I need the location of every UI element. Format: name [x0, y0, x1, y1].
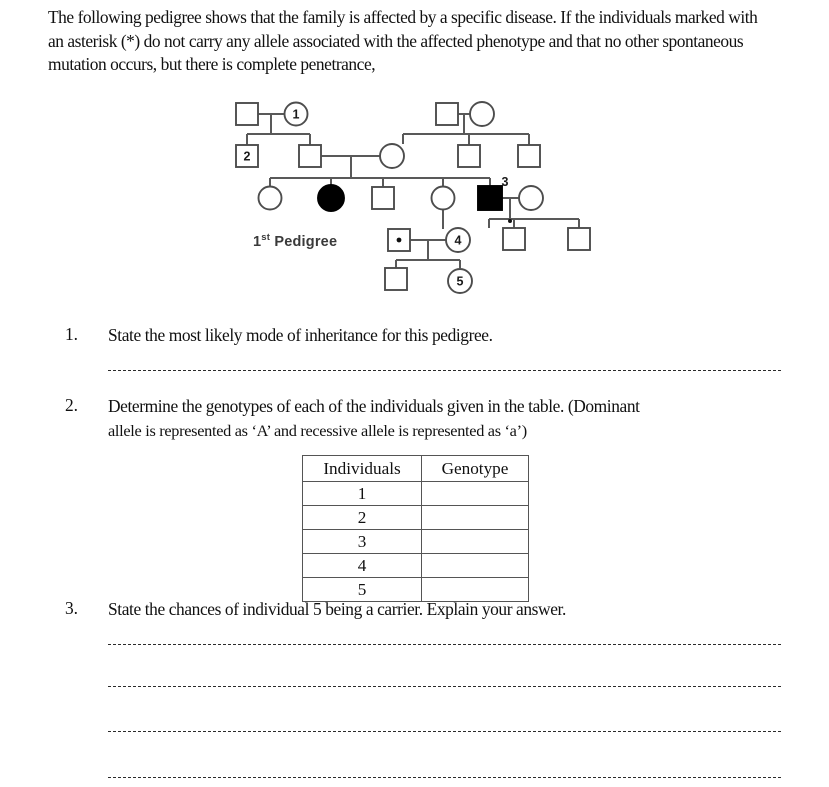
question-2-subtext: allele is represented as ‘A’ and recessive allele is represented as ‘a’): [108, 421, 527, 440]
answer-line-q3-3[interactable]: [108, 731, 781, 732]
table-cell-genotype[interactable]: [422, 482, 529, 506]
intro-paragraph: The following pedigree shows that the family is affected by a specific disease. If the individuals marked with an asterisk (*) do not carry any allele associated with the affected phenotype and that no other spontaneous mutation occurs, but there is complete penetrance,: [48, 7, 758, 74]
table-cell-genotype[interactable]: [422, 530, 529, 554]
question-1-number: 1.: [64, 324, 78, 344]
answer-line-q3-2[interactable]: [108, 686, 781, 687]
question-3-text: State the chances of individual 5 being a carrier. Explain your answer.: [108, 599, 566, 619]
symbol-male-affected-individual-3: [478, 186, 502, 210]
symbol-female-gen3-d: [432, 187, 455, 210]
answer-line-q1-1[interactable]: [108, 370, 781, 371]
table-cell-individual: 1: [303, 482, 422, 506]
symbol-male-gen1-left: [236, 103, 258, 125]
symbol-male-gen2-right-a: [458, 145, 480, 167]
table-cell-individual: 3: [303, 530, 422, 554]
symbol-female-affected-gen3: [318, 185, 344, 211]
table-row: [303, 482, 529, 506]
pedigree-caption-prefix: 1: [253, 233, 262, 250]
table-row: [303, 554, 529, 578]
answer-line-q3-1[interactable]: [108, 644, 781, 645]
question-2-text: Determine the genotypes of each of the individuals given in the table. (Dominant: [108, 396, 640, 416]
question-1-text: State the most likely mode of inheritance for this pedigree.: [108, 325, 493, 345]
table-cell-individual: 5: [303, 578, 422, 602]
pedigree-label-4: 4: [454, 233, 462, 248]
pedigree-diagram: [0, 0, 829, 310]
pedigree-label-5: 5: [456, 274, 464, 289]
table-header-genotype: Genotype: [422, 456, 529, 482]
table-header-individuals: Individuals: [303, 456, 422, 482]
symbol-female-gen3-spouse: [519, 186, 543, 210]
symbol-male-gen1-right: [436, 103, 458, 125]
table-cell-individual: 4: [303, 554, 422, 578]
pedigree-caption-ordinal-suffix: st: [261, 232, 271, 243]
pedigree-svg: [0, 0, 829, 310]
table-header-row: [303, 456, 529, 482]
table-row: [303, 506, 529, 530]
asterisk-marker-gen4-right: [508, 219, 512, 223]
pedigree-label-3: 3: [501, 175, 509, 189]
symbol-female-gen1-right: [470, 102, 494, 126]
table-row: [303, 530, 529, 554]
question-2-number: 2.: [64, 395, 78, 415]
table-cell-genotype[interactable]: [422, 506, 529, 530]
pedigree-label-1: 1: [292, 107, 300, 122]
table-cell-individual: 2: [303, 506, 422, 530]
symbol-female-gen2-center: [380, 144, 404, 168]
pedigree-caption-text: Pedigree: [270, 233, 338, 250]
symbol-female-gen3-a: [259, 187, 282, 210]
asterisk-marker-gen4-male: [397, 238, 402, 243]
table-cell-genotype[interactable]: [422, 554, 529, 578]
symbol-male-gen4-right-a: [503, 228, 525, 250]
symbol-male-gen4-right-b: [568, 228, 590, 250]
symbol-male-gen2-right-b: [518, 145, 540, 167]
question-3-number: 3.: [64, 598, 78, 618]
symbol-male-gen3-c: [372, 187, 394, 209]
genotype-table: [302, 455, 529, 602]
pedigree-label-2: 2: [243, 149, 251, 164]
pedigree-caption: [253, 232, 337, 250]
answer-line-q3-4[interactable]: [108, 777, 781, 778]
symbol-male-gen5: [385, 268, 407, 290]
symbol-male-gen2-left: [299, 145, 321, 167]
